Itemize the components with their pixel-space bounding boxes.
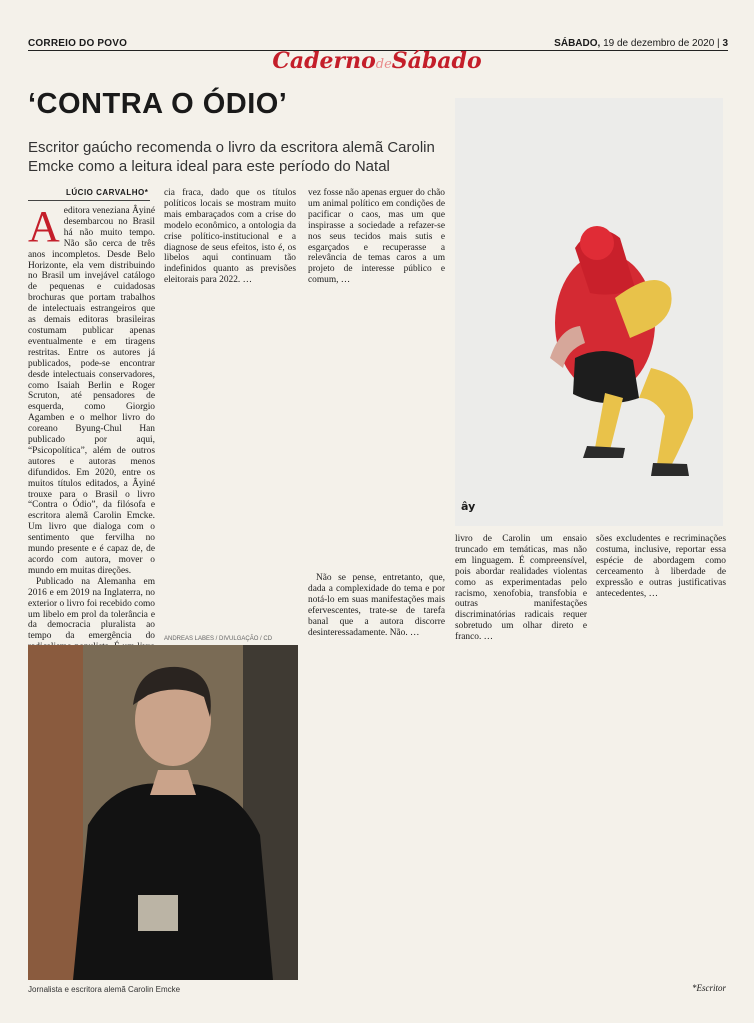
section-title-de: de xyxy=(375,57,392,72)
wrestlers-illustration xyxy=(455,98,723,526)
newspaper-name: CORREIO DO POVO xyxy=(28,38,128,49)
col3-low-p0: Não se pense, entretanto, que, dada a complexidade do tema e por notá-lo em suas manifestações mais efervescentes, trate-se de tarefa banal que a autora discorre desinteressadamente. Não. … xyxy=(308,573,445,638)
photo-caption: Jornalista e escritora alemã Carolin Emcke xyxy=(28,985,181,994)
author-portrait xyxy=(28,645,298,980)
column-1 xyxy=(28,202,155,675)
section-title xyxy=(0,48,754,74)
author-photo xyxy=(28,645,298,980)
col1-p0-text: editora veneziana Âyiné desembarcou no Brasil há não muito tempo. Não são cerca de três anos incompletos. Desde Belo Horizonte, ela vem distribuindo no Brasil um invejável catálogo de pequenas e cuidadosas brochuras que portam trabalhos de intelectuais estrangeiros que as demais editoras brasileiras costumam publicar apenas eventualmente e em tiragens restritas. Entre os autores já publicados, pode-se encontrar desde intelectuais conservadores, como Isaiah Berlin e Roger Scruton, até pensadores de esquerda, como Giorgio Agamben e o melhor livro do coreano Byung-Chul Han publicado por aqui, “Psicopolítica”, além de outros autores e autoras menos difundidos. Em 2020, entre os muitos títulos editados, a Âyiné trouxe para o Brasil o livro “Contra o Ódio”, da filósofa e escritora alemã Carolin Emcke. Um livro que dialoga com o sentimento que fervilha no mundo presente e é capaz de, de acordo com autora, mover o mundo em muitas direções. xyxy=(28,206,155,576)
date-day: SÁBADO, xyxy=(554,38,601,49)
col4-p0: livro de Carolin um ensaio truncado em temáticas, mas não em linguagem. É compreensível, pois abordar realidades violentas como as experimentadas pelo racismo, xenofobia, transfobia e outras manifestações discriminatórias radicais requer sobretudo um olhar direto e franco. … xyxy=(455,534,587,643)
byline: LÚCIO CARVALHO* xyxy=(66,188,149,197)
drop-cap: A xyxy=(28,202,60,251)
column-3 xyxy=(308,188,445,286)
section-title-b: Sábado xyxy=(391,48,482,74)
col1-p1: Publicado na Alemanha em 2016 e em 2019 na Inglaterra, no exterior o livro foi recebido como um libelo em prol da tolerância e da democracia pluralista ao tempo da emergência do xyxy=(28,576,155,642)
col1-p0 xyxy=(28,202,155,577)
col2-p0: cia fraca, dado que os títulos políticos locais se mostram muito mais embaraçados com a crise do modelo econômico, a ontologia da crise político-institucional e a diagnose de seus efeitos, isto é, os libelos aqui continuam tão indefinidos quanto as previsões eleitorais para 2022. … xyxy=(164,188,296,286)
article-subtitle: Escritor gaúcho recomenda o livro da escritora alemã Carolin Emcke como a leitura ideal para este período do Natal xyxy=(28,139,435,175)
column-3-lower xyxy=(308,573,445,638)
section-title-a: Caderno xyxy=(272,48,376,74)
article-title: ‘CONTRA O ÓDIO’ xyxy=(28,88,288,120)
photo-credit: ANDREAS LABES / DIVULGAÇÃO / CD xyxy=(164,636,273,642)
col3-p0: vez fosse não apenas erguer do chão um animal político em condições de pacificar o caos, mas um que inspirasse a sociedade a refazer-se nos seus tecidos mais sutis e esgarçados e recuperasse a relevância de temas caros a um projeto de interesse público e comum, … xyxy=(308,188,445,286)
col5-p0: sões excludentes e recriminações costuma, inclusive, reportar essa espécie de abordagem como cerceamento à liberdade de expressão e outras justificativas antecedentes, … xyxy=(596,534,726,599)
column-4 xyxy=(455,534,587,643)
date-rest: 19 de dezembro de 2020 | xyxy=(603,38,720,49)
author-footnote: *Escritor xyxy=(691,983,726,993)
column-2 xyxy=(164,188,296,286)
book-cover-image xyxy=(455,98,723,526)
publisher-mark: ây xyxy=(461,500,476,513)
page-number: 3 xyxy=(722,38,728,49)
column-5 xyxy=(596,534,726,599)
byline-divider xyxy=(28,200,150,201)
